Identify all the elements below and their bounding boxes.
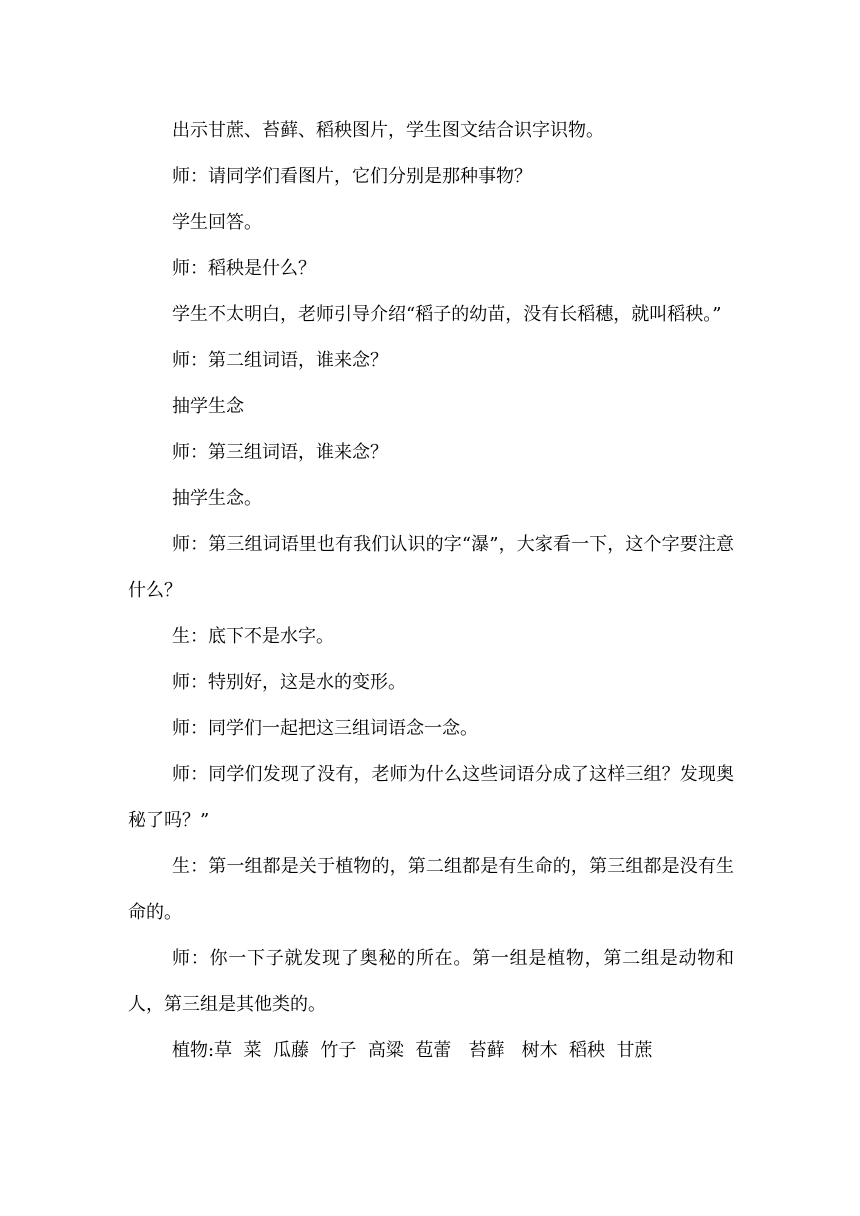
document-body xyxy=(128,108,734,1074)
paragraph: 学生回答。 xyxy=(172,212,262,233)
paragraph: 抽学生念。 xyxy=(172,488,262,509)
paragraph: 师：同学们一起把这三组词语念一念。 xyxy=(172,718,478,739)
paragraph: 师：同学们发现了没有，老师为什么这些词语分成了这样三组？发现奥秘了吗？” xyxy=(128,764,734,831)
paragraph: 师：稻秧是什么？ xyxy=(172,258,316,279)
paragraph: 师：你一下子就发现了奥秘的所在。第一组是植物，第二组是动物和人，第三组是其他类的。 xyxy=(128,948,734,1015)
paragraph: 出示甘蔗、苔藓、稻秧图片，学生图文结合识字识物。 xyxy=(172,120,604,141)
paragraph: 师：特别好，这是水的变形。 xyxy=(172,672,406,693)
paragraph: 师：第三组词语里也有我们认识的字“瀑”，大家看一下，这个字要注意什么？ xyxy=(128,534,734,601)
paragraph: 师：第三组词语，谁来念？ xyxy=(172,442,388,463)
paragraph: 抽学生念 xyxy=(172,396,244,417)
paragraph: 师：请同学们看图片，它们分别是那种事物？ xyxy=(172,166,532,187)
paragraph: 师：第二组词语，谁来念？ xyxy=(172,350,388,371)
paragraph: 生：第一组都是关于植物的，第二组都是有生命的，第三组都是没有生命的。 xyxy=(128,856,734,923)
plant-word-list: 植物:草 菜 瓜藤 竹子 高粱 苞蕾 苔藓 树木 稻秧 甘蔗 xyxy=(172,1040,653,1061)
paragraph: 学生不太明白，老师引导介绍“稻子的幼苗，没有长稻穗，就叫稻秧。” xyxy=(172,304,722,325)
paragraph: 生：底下不是水字。 xyxy=(172,626,334,647)
